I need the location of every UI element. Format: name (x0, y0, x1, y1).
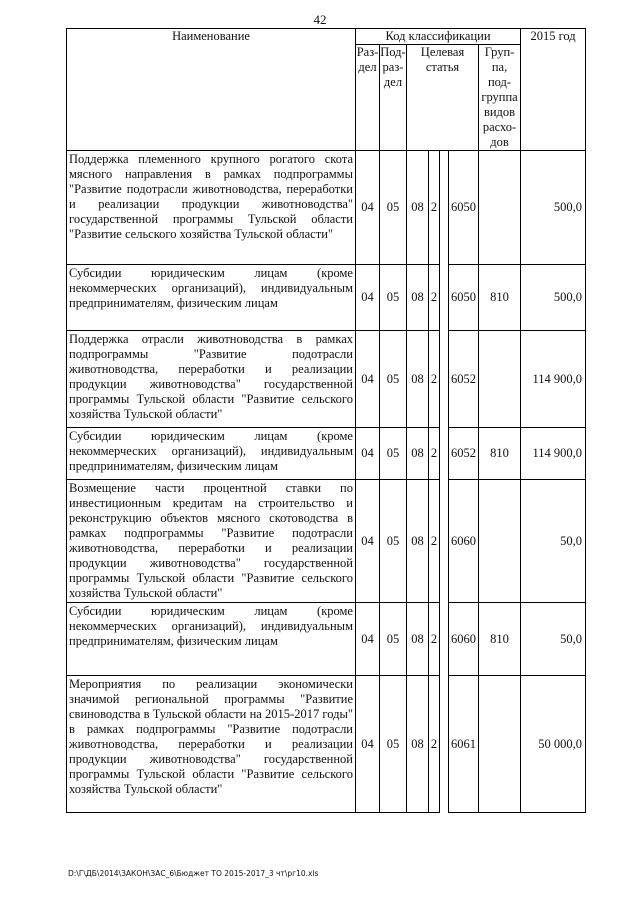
row-name: Субсидии юридическим лицам (кроме некоммерческих организаций), индивидуальным предпринимателям, физическим лицам (67, 603, 356, 676)
row-razdel: 04 (356, 676, 380, 813)
row-target-program: 08 (407, 603, 429, 676)
table-body (67, 151, 586, 813)
header-podrazdel: Под- раз- дел (380, 45, 407, 151)
row-podrazdel: 05 (380, 151, 407, 265)
header-group: Груп- па, под- группа видов расхо- дов (479, 45, 521, 151)
row-target-subprogram: 2 (429, 428, 440, 480)
row-target-subprogram: 2 (429, 480, 440, 603)
table-row (67, 151, 586, 265)
row-podrazdel: 05 (380, 331, 407, 428)
row-name: Поддержка племенного крупного рогатого скота мясного направления в рамках подпрограммы "Развитие подотрасли животноводства, переработки и реализации продукции животноводства" государственной программы Тульской области "Развитие сельского хозяйства Тульской области" (67, 151, 356, 265)
row-group (479, 151, 521, 265)
row-amount: 50 000,0 (521, 676, 586, 813)
footer-file-path: D:\Г\ДБ\2014\ЗАКОН\ЗАС_6\Бюджет ТО 2015-2017_3 чт\рг10.xls (68, 869, 319, 878)
row-amount: 50,0 (521, 603, 586, 676)
row-razdel: 04 (356, 480, 380, 603)
row-group (479, 676, 521, 813)
row-razdel: 04 (356, 428, 380, 480)
page-number: 42 (313, 12, 327, 27)
row-name: Субсидии юридическим лицам (кроме некоммерческих организаций), индивидуальным предпринимателям, физическим лицам (67, 428, 356, 480)
row-amount: 114 900,0 (521, 331, 586, 428)
header-name: Наименование (67, 29, 356, 151)
row-group: 810 (479, 428, 521, 480)
row-target-blank (440, 151, 449, 265)
row-name: Субсидии юридическим лицам (кроме некоммерческих организаций), индивидуальным предпринимателям, физическим лицам (67, 265, 356, 331)
header-year: 2015 год (521, 29, 586, 151)
row-podrazdel: 05 (380, 480, 407, 603)
header-target: Целевая статья (407, 45, 479, 151)
row-group (479, 480, 521, 603)
row-name: Поддержка отрасли животноводства в рамках подпрограммы "Развитие подотрасли животноводства, переработки и реализации продукции животноводства" государственной программы Тульской области "Развитие сельского хозяйства Тульской области" (67, 331, 356, 428)
row-podrazdel: 05 (380, 603, 407, 676)
row-razdel: 04 (356, 603, 380, 676)
table-row (67, 480, 586, 603)
table-row (67, 603, 586, 676)
row-target-program: 08 (407, 331, 429, 428)
row-amount: 500,0 (521, 265, 586, 331)
header-classification: Код классификации (356, 29, 521, 45)
table-row (67, 265, 586, 331)
budget-table (66, 28, 586, 813)
row-target-subprogram: 2 (429, 603, 440, 676)
row-target-subprogram: 2 (429, 676, 440, 813)
row-podrazdel: 05 (380, 428, 407, 480)
row-group (479, 331, 521, 428)
row-target-blank (440, 603, 449, 676)
table-row (67, 428, 586, 480)
row-group: 810 (479, 603, 521, 676)
header-razdel: Раз- дел (356, 45, 380, 151)
table-header (67, 29, 586, 151)
row-razdel: 04 (356, 265, 380, 331)
row-target-blank (440, 676, 449, 813)
row-amount: 50,0 (521, 480, 586, 603)
row-name: Мероприятия по реализации экономически значимой региональной программы "Развитие свиноводства в Тульской области на 2015-2017 годы" в рамках подпрограммы "Развитие подотрасли животноводства, переработки и реализации продукции животноводства" государственной программы Тульской области "Развитие сельского хозяйства Тульской области" (67, 676, 356, 813)
row-target-blank (440, 331, 449, 428)
row-target-program: 08 (407, 265, 429, 331)
row-target-blank (440, 265, 449, 331)
row-target-direction: 6052 (449, 331, 479, 428)
row-target-program: 08 (407, 480, 429, 603)
table-row (67, 676, 586, 813)
row-target-direction: 6060 (449, 480, 479, 603)
row-target-program: 08 (407, 151, 429, 265)
row-target-direction: 6050 (449, 151, 479, 265)
row-target-subprogram: 2 (429, 151, 440, 265)
row-target-direction: 6052 (449, 428, 479, 480)
table-row (67, 331, 586, 428)
row-target-blank (440, 480, 449, 603)
row-group: 810 (479, 265, 521, 331)
row-target-direction: 6050 (449, 265, 479, 331)
row-target-program: 08 (407, 428, 429, 480)
row-target-subprogram: 2 (429, 331, 440, 428)
row-target-direction: 6061 (449, 676, 479, 813)
row-amount: 114 900,0 (521, 428, 586, 480)
row-target-program: 08 (407, 676, 429, 813)
row-target-subprogram: 2 (429, 265, 440, 331)
row-target-direction: 6060 (449, 603, 479, 676)
row-target-blank (440, 428, 449, 480)
row-amount: 500,0 (521, 151, 586, 265)
row-razdel: 04 (356, 331, 380, 428)
row-razdel: 04 (356, 151, 380, 265)
row-podrazdel: 05 (380, 676, 407, 813)
row-name: Возмещение части процентной ставки по инвестиционным кредитам на строительство и реконструкцию объектов мясного скотоводства в рамках подпрограммы "Развитие подотрасли животноводства, переработки и реализации продукции животноводства" государственной программы Тульской области "Развитие сельского хозяйства Тульской области" (67, 480, 356, 603)
row-podrazdel: 05 (380, 265, 407, 331)
